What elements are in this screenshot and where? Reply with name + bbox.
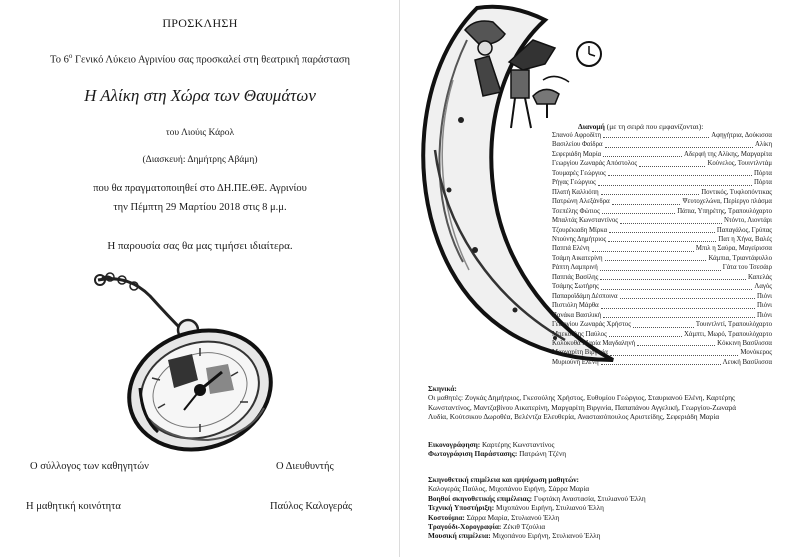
cast-heading-rest: (με τη σειρά που εμφανίζονται): <box>604 122 704 131</box>
scenery-section <box>428 384 778 422</box>
cast-role: Χάμπτι, Μωρό, Τραπουλόχαρτο <box>683 330 772 338</box>
tech-label: Τεχνική Υποστήριξη: <box>428 503 495 513</box>
scenery-line: Οι μαθητές: Ζυγκάς Δημήτριος, Γκεσούλης Χρήστος, Ευθυμίου Γεώργιος, Σταυριανού Ελένη, Καρτέρης <box>428 393 735 403</box>
adaptation-line: (Διασκευή: Δημήτρης Αβάμη) <box>142 155 258 165</box>
cast-row <box>552 273 772 282</box>
leader-dots <box>603 150 682 157</box>
cast-role: Αδερφή της Αλίκης, Μαργαρίτα <box>683 150 772 158</box>
leader-dots <box>601 301 755 308</box>
leader-dots <box>609 226 715 233</box>
cast-row <box>552 235 772 244</box>
photo-value: Πατρώνη Τζένη <box>517 449 567 459</box>
cast-role: Πατ η Χήνα, Βαλές <box>718 235 772 243</box>
cast-row <box>552 188 772 197</box>
cast-heading-bold: Διανομή <box>578 122 605 131</box>
signature-director-name: Παύλος Καλογεράς <box>270 501 353 512</box>
leader-dots <box>600 273 746 280</box>
leader-dots <box>603 131 709 138</box>
cast-name: Τουμαρές Γεώργιος <box>552 169 606 177</box>
signature-teachers: Ο σύλλογος των καθηγητών <box>30 461 149 472</box>
cast-role: Ποντικός, Τυφλοπόντικας <box>701 188 772 196</box>
page-fold <box>399 0 400 557</box>
assist-label: Βοηθοί σκηνοθετικής επιμέλειας: <box>428 493 533 503</box>
leader-dots <box>592 244 694 251</box>
leader-dots <box>602 207 675 214</box>
poster-value: Καρτέρης Κωνσταντίνος <box>480 440 555 449</box>
cast-name: Πατρώνη Αλεξάνδρα <box>552 198 610 206</box>
cast-name: Κολοκυθά Μαρία Μαγδαληνή <box>552 339 636 347</box>
cast-role: Μονόκερος <box>740 349 772 357</box>
cast-row <box>552 226 772 235</box>
song-label: Τραγούδι-Χορογραφία: <box>428 522 502 532</box>
cast-role: Μπιλ η Σαύρα, Μαγείρισσα <box>695 245 772 253</box>
cast-role: Πιόνι <box>756 302 772 310</box>
leader-dots <box>605 254 707 261</box>
cast-name: Σπανού Αφροδίτη <box>552 132 602 139</box>
cast-name: Ρήγας Γεώργιος <box>552 179 596 187</box>
cast-name: Πιστιόλη Μάρθα <box>552 302 599 310</box>
cast-row <box>552 131 772 140</box>
cast-role: Αφηγήτρια, Δούκισσα <box>711 132 772 139</box>
pocket-watch-illustration <box>88 268 278 458</box>
author-line: του Λιούις Κάρολ <box>165 128 235 138</box>
cast-role: Παπαγάλος, Γρύπας <box>716 226 772 234</box>
cast-role: Λευκή Βασίλισσα <box>722 358 772 366</box>
cast-row <box>552 301 772 310</box>
cast-role: Λαγός <box>754 283 772 291</box>
cast-name: Παπαροϊδάμη Δέσποινα <box>552 292 618 300</box>
cast-row <box>552 216 772 225</box>
leader-dots <box>605 140 753 147</box>
direction-value: Καλογεράς Παύλος, Μιχοπάνου Ειρήνη, Σάρρα Μαρία <box>428 484 590 494</box>
leader-dots <box>637 339 715 346</box>
leader-dots <box>609 330 682 337</box>
cast-name: Γεωργίου Ζωναράς Χρήστος <box>552 321 631 329</box>
cast-role: Αλίκη <box>754 141 772 149</box>
signature-director-title: Ο Διευθυντής <box>276 461 334 472</box>
cast-name: Παππά Ελένη <box>552 245 590 253</box>
cast-heading <box>578 122 703 131</box>
scenery-heading: Σκηνικά: <box>428 384 457 393</box>
play-title: Η Αλίκη στη Χώρα των Θαυμάτων <box>84 86 316 105</box>
intro-sup: ο <box>68 52 73 60</box>
invitation-title: ΠΡΟΣΚΛΗΣΗ <box>162 16 238 30</box>
leader-dots <box>610 348 738 355</box>
cast-role: Πιόνι <box>756 311 772 319</box>
photo-label: Φωτογράφιση Παράστασης: <box>428 449 518 459</box>
cast-row <box>552 348 772 357</box>
cast-name: Μαργαρίτη Βιργινία <box>552 349 608 357</box>
cast-row <box>552 159 772 168</box>
cast-role: Ντόντο, Λιοντάρι <box>723 217 772 225</box>
cast-name: Τσάμη Αικατερίνη <box>552 254 603 262</box>
cast-row <box>552 244 772 253</box>
costume-label: Κοστούμια: <box>428 512 465 522</box>
leader-dots <box>600 263 721 270</box>
direction-label: Σκηνοθετική επιμέλεια και εμψύχωση μαθητών: <box>428 475 579 484</box>
leader-dots <box>601 188 700 195</box>
poster-label: Εικονογράφηση: <box>428 440 481 449</box>
leader-dots <box>598 178 752 185</box>
leader-dots <box>620 216 722 223</box>
cast-role: Κούνελος, Τουιντλντάμ <box>707 160 772 168</box>
intro-line <box>0 52 400 66</box>
cast-row <box>552 292 772 301</box>
cast-row <box>552 254 772 263</box>
cast-name: Μπεκούλης Παύλος <box>552 330 607 338</box>
cast-name: Πλατή Καλλιόπη <box>552 188 599 196</box>
leader-dots <box>612 197 681 204</box>
leader-dots <box>608 235 716 242</box>
scenery-line: Κωνσταντίνος, Μαντζαβίνου Αικατερίνη, Μαργαρίτη Βιργινία, Παπαπάνου Αγγελική, Γεωργίου-Ζωναρά <box>428 402 737 412</box>
intro-pre: Το 6 <box>50 54 69 66</box>
costume-value: Σάρρα Μαρία, Στυλιανού Έλλη <box>464 512 560 522</box>
cast-row <box>552 140 772 149</box>
leader-dots <box>620 292 755 299</box>
venue-line: που θα πραγματοποιηθεί στο ΔΗ.ΠΕ.ΘΕ. Αγρινίου <box>93 183 307 194</box>
credits-direction <box>428 475 778 541</box>
cast-row <box>552 330 772 339</box>
leader-dots <box>601 358 721 365</box>
cast-row <box>552 311 772 320</box>
cast-row <box>552 358 772 367</box>
scenery-line: Λυδία, Κούτσικου Δωροθέα, Βελέντζα Ελευθερία, Αναστασόπουλος Αριστείδης, Σεφεριάδη Μαρία <box>428 412 720 422</box>
cast-list <box>552 131 772 367</box>
cast-role: Κάμπια, Τριαντάφυλλο <box>708 254 772 262</box>
cast-row <box>552 197 772 206</box>
leader-dots <box>633 320 694 327</box>
cast-name: Τσάμης Σωτήρης <box>552 283 599 291</box>
cast-role: Πιόνι <box>756 292 772 300</box>
cast-name: Τσεπέλης Φώτιος <box>552 207 600 215</box>
cast-role: Πόρτα <box>754 169 772 177</box>
cast-name: Πανάκα Βασιλική <box>552 311 602 319</box>
cast-row <box>552 339 772 348</box>
cast-name: Γεωργίου Ζωναράς Απόστολος <box>552 160 638 168</box>
cast-name: Ντούνης Δημήτριος <box>552 235 607 243</box>
leader-dots <box>639 159 705 166</box>
cast-role: Καπελάς <box>747 273 772 281</box>
cast-row <box>552 178 772 187</box>
assist-value: Γυφτάκη Αναστασία, Στυλιανού Έλλη <box>532 493 646 503</box>
cast-name: Σεφεριάδη Μαρία <box>552 150 602 158</box>
music-value: Μιχοπάνου Ειρήνη, Στυλιανού Έλλη <box>490 531 601 541</box>
cast-row <box>552 263 772 272</box>
leader-dots <box>603 311 755 318</box>
cast-name: Μπαλτάς Κωνσταντίνος <box>552 217 618 225</box>
cast-name: Παππάς Βασίλης <box>552 273 599 281</box>
cast-role: Ψευτοχελώνα, Περίεργο πλάσμα <box>682 198 772 206</box>
cast-row <box>552 207 772 216</box>
credits-illustration-photo <box>428 440 778 459</box>
cast-role: Πόρτα <box>754 179 772 187</box>
song-value: Ζέκιθ Τζούλια <box>501 522 546 532</box>
cast-row <box>552 169 772 178</box>
cast-name: Τζουρέκιαδη Μίρκα <box>552 226 608 234</box>
cast-name: Ράπτη Λαμπρινή <box>552 264 598 272</box>
cast-role: Τουιντλντί, Τραπουλόχαρτο <box>695 321 772 329</box>
cast-role: Κόκκινη Βασίλισσα <box>717 339 772 347</box>
cast-role: Γάτα του Τσεσάιρ <box>722 264 772 272</box>
cast-name: Μυριούνη Ελένη <box>552 358 599 366</box>
tech-value: Μιχοπάνου Ειρήνη, Στυλιανού Έλλη <box>494 503 604 513</box>
leader-dots <box>601 282 753 289</box>
cast-name: Βασιλείου Φαίδρα <box>552 141 603 149</box>
signature-students: Η μαθητική κοινότητα <box>26 501 121 512</box>
cast-row <box>552 150 772 159</box>
music-label: Μουσική επιμέλεια: <box>428 531 491 541</box>
leader-dots <box>608 169 752 176</box>
date-line: την Πέμπτη 29 Μαρτίου 2018 στις 8 μ.μ. <box>113 202 287 213</box>
honor-line: Η παρουσία σας θα μας τιμήσει ιδιαίτερα. <box>107 240 293 252</box>
cast-role: Πάπια, Υπηρέτης, Τραπουλόχαρτο <box>677 207 772 215</box>
cast-row <box>552 282 772 291</box>
cast-row <box>552 320 772 329</box>
intro-post: Γενικό Λύκειο Αγρινίου σας προσκαλεί στη θεατρική παράσταση <box>72 54 350 66</box>
